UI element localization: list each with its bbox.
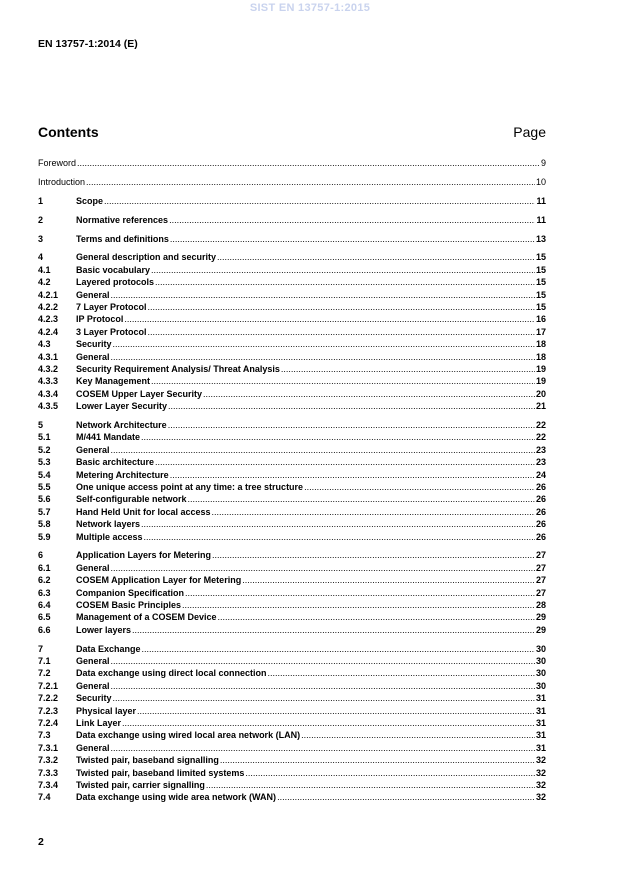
toc-entry-title: Twisted pair, baseband limited systems [76,767,245,778]
toc-entry[interactable] [38,791,546,803]
toc-entry-title: Basic architecture [76,457,155,468]
toc-dot-leader [111,680,535,692]
contents-heading: Contents [38,124,99,140]
toc-entry[interactable] [38,705,546,717]
toc-entry-page: 31 [535,705,546,716]
toc-entry-number: 5.1 [38,432,51,443]
toc-entry-page: 31 [535,693,546,704]
toc-entry-number: 5.6 [38,494,51,505]
toc-entry-page: 30 [535,680,546,691]
toc-dot-leader [132,624,535,636]
toc-entry-title: Hand Held Unit for local access [76,506,211,517]
toc-entry-page: 18 [535,351,546,362]
toc-dot-leader [203,388,535,400]
toc-entry-page: 10 [535,176,546,187]
toc-entry[interactable] [38,717,546,729]
toc-entry-title: Security [76,339,112,350]
toc-entry-number: 4.2.4 [38,326,59,337]
toc-entry-title: Lower Layer Security [76,401,168,412]
toc-entry-title: Companion Specification [76,587,185,598]
toc-dot-leader [122,717,535,729]
toc-dot-leader [151,375,535,387]
toc-dot-leader [137,705,535,717]
toc-entry-number: 6.6 [38,624,51,635]
toc-entry-page: 22 [535,432,546,443]
toc-entry-title: Data Exchange [76,643,141,654]
toc-entry-number: 7.3.2 [38,755,59,766]
toc-entry-title: M/441 Mandate [76,432,141,443]
toc-dot-leader [141,431,535,443]
toc-entry-title: Basic vocabulary [76,264,151,275]
toc-entry[interactable] [38,779,546,791]
toc-entry[interactable] [38,338,546,350]
toc-entry-title: Data exchange using wide area network (WAN) [76,792,277,803]
toc-entry-number: 7.2.1 [38,680,59,691]
toc-entry-title: Metering Architecture [76,469,169,480]
toc-entry-title: General [76,444,110,455]
toc-entry-number: 5.5 [38,481,51,492]
toc-dot-leader [86,176,535,188]
toc-entry-title: Layered protocols [76,277,155,288]
toc-entry-page: 29 [535,624,546,635]
toc-entry[interactable] [38,157,546,169]
toc-dot-leader [111,655,535,667]
toc-entry[interactable] [38,251,546,263]
toc-entry[interactable] [38,469,546,481]
toc-entry-number: 6.1 [38,562,51,573]
toc-entry[interactable] [38,742,546,754]
toc-dot-leader [151,264,535,276]
toc-entry-number: 3 [38,233,44,244]
toc-entry-page: 30 [535,643,546,654]
toc-entry[interactable] [38,599,546,611]
toc-dot-leader [148,326,535,338]
toc-entry-title: Management of a COSEM Device [76,612,217,623]
toc-dot-leader [155,456,535,468]
toc-dot-leader [113,338,535,350]
toc-entry-page: 30 [535,656,546,667]
toc-entry-number: 5.3 [38,457,51,468]
toc-entry[interactable] [38,587,546,599]
toc-entry-page: 11 [536,214,546,225]
toc-entry-number: 5.2 [38,444,51,455]
toc-dot-leader [170,233,535,245]
toc-entry-page: 19 [535,376,546,387]
toc-dot-leader [170,469,535,481]
toc-entry-number: 7.2.4 [38,718,59,729]
toc-dot-leader [277,791,535,803]
toc-entry[interactable] [38,176,546,188]
toc-entry-number: 7 [38,643,44,654]
toc-entry[interactable] [38,289,546,301]
toc-entry-page: 27 [535,587,546,598]
toc-dot-leader [268,667,535,679]
toc-dot-leader [148,301,535,313]
toc-entry-page: 15 [535,277,546,288]
toc-entry-page: 18 [535,339,546,350]
toc-entry[interactable] [38,692,546,704]
watermark: SIST EN 13757-1:2015 [249,2,371,14]
toc-entry-page: 23 [535,444,546,455]
toc-entry[interactable] [38,493,546,505]
toc-entry-page: 15 [535,252,546,263]
toc-entry-number: 4.2 [38,277,51,288]
toc-entry-page: 32 [535,767,546,778]
toc-entry[interactable] [38,264,546,276]
toc-entry-title: Application Layers for Metering [76,550,212,561]
toc-entry[interactable] [38,276,546,288]
toc-dot-leader [113,692,535,704]
toc-entry[interactable] [38,643,546,655]
toc-dot-leader [77,157,540,169]
toc-entry-number: 7.3 [38,730,51,741]
toc-entry-title: Network Architecture [76,420,167,431]
toc-dot-leader [111,444,535,456]
toc-entry-number: 6 [38,550,44,561]
toc-entry-number: 7.3.3 [38,767,59,778]
toc-entry-page: 19 [535,363,546,374]
toc-entry[interactable] [38,313,546,325]
toc-entry-title: Scope [76,195,104,206]
toc-entry-page: 27 [535,575,546,586]
toc-dot-leader [301,729,535,741]
toc-entry-title: General [76,656,110,667]
toc-entry-page: 15 [535,289,546,300]
toc-entry-page: 32 [535,779,546,790]
toc-entry-page: 22 [535,420,546,431]
toc-entry-number: 7.3.4 [38,779,59,790]
toc-entry-page: 15 [535,302,546,313]
toc-entry[interactable] [38,767,546,779]
toc-entry-number: 4.2.3 [38,314,59,325]
page-number: 2 [38,836,44,848]
toc-entry-title: Key Management [76,376,151,387]
toc-entry-page: 17 [535,326,546,337]
toc-entry-title: 7 Layer Protocol [76,302,147,313]
toc-dot-leader [212,506,535,518]
toc-dot-leader [111,289,535,301]
toc-entry-title: IP Protocol [76,314,124,325]
toc-entry-page: 31 [535,718,546,729]
toc-entry-title: COSEM Application Layer for Metering [76,575,242,586]
toc-entry-page: 26 [535,519,546,530]
toc-entry-title: 3 Layer Protocol [76,326,147,337]
toc-entry[interactable] [38,754,546,766]
toc-entry-number: 5 [38,420,44,431]
toc-entry-number: 4.3 [38,339,51,350]
toc-entry-page: 20 [535,388,546,399]
toc-entry-title: Data exchange using wired local area network (LAN) [76,730,301,741]
toc-entry[interactable] [38,233,546,245]
toc-entry-page: 29 [535,612,546,623]
toc-entry-title: Security [76,693,112,704]
toc-entry-title: Physical layer [76,705,137,716]
toc-entry-number: 7.4 [38,792,51,803]
toc-dot-leader [168,419,535,431]
toc-entry[interactable] [38,611,546,623]
toc-entry-number: 1 [38,195,44,206]
toc-entry-page: 30 [535,668,546,679]
toc-entry[interactable] [38,214,546,226]
toc-entry-page: 26 [535,494,546,505]
toc-dot-leader [212,549,535,561]
toc-entry[interactable] [38,506,546,518]
toc-entry[interactable] [38,419,546,431]
toc-entry-title: Network layers [76,519,141,530]
toc-entry-page: 24 [535,469,546,480]
toc-entry-page: 23 [535,457,546,468]
toc-entry-number: 4.3.1 [38,351,59,362]
toc-entry-title: Foreword [38,158,77,168]
document-identifier: EN 13757-1:2014 (E) [38,38,138,50]
toc-entry-number: 7.3.1 [38,742,59,753]
toc-entry[interactable] [38,400,546,412]
toc-dot-leader [218,611,535,623]
toc-entry-number: 6.3 [38,587,51,598]
toc-entry-title: Self-configurable network [76,494,187,505]
toc-entry[interactable] [38,456,546,468]
toc-entry-number: 7.1 [38,656,51,667]
toc-entry-title: General [76,562,110,573]
toc-dot-leader [217,251,535,263]
toc-dot-leader [111,562,535,574]
toc-entry-number: 5.8 [38,519,51,530]
toc-entry-page: 32 [535,792,546,803]
toc-entry-page: 31 [535,730,546,741]
toc-entry[interactable] [38,729,546,741]
toc-entry[interactable] [38,444,546,456]
toc-entry[interactable] [38,624,546,636]
toc-entry-title: General description and security [76,252,217,263]
toc-entry-page: 11 [536,195,546,206]
toc-entry-page: 28 [535,600,546,610]
toc-entry-number: 4.3.5 [38,401,59,412]
toc-entry-number: 5.4 [38,469,51,480]
toc-entry[interactable] [38,351,546,363]
toc-entry-title: One unique access point at any time: a tree structure [76,481,304,492]
toc-entry-title: Introduction [38,176,86,187]
toc-entry-page: 21 [535,401,546,412]
toc-entry[interactable] [38,655,546,667]
toc-dot-leader [182,599,535,611]
toc-entry[interactable] [38,326,546,338]
toc-dot-leader [245,767,535,779]
toc-entry-title: Twisted pair, baseband signalling [76,755,219,766]
toc-dot-leader [124,313,535,325]
toc-entry-number: 4 [38,252,44,263]
toc-entry-page: 27 [535,562,546,573]
toc-entry-number: 2 [38,214,44,225]
toc-entry[interactable] [38,375,546,387]
toc-dot-leader [220,754,535,766]
toc-dot-leader [206,779,535,791]
toc-entry-number: 4.3.2 [38,363,59,374]
toc-entry-page: 31 [535,742,546,753]
toc-dot-leader [141,518,535,530]
toc-entry-title: Lower layers [76,624,132,635]
toc-entry-page: 16 [535,314,546,325]
page-column-heading: Page [513,124,546,140]
toc-entry-page: 26 [535,481,546,492]
toc-entry-page: 32 [535,755,546,766]
toc-dot-leader [304,481,535,493]
toc-dot-leader [169,214,535,226]
toc-entry-title: Multiple access [76,531,143,542]
toc-dot-leader [142,643,535,655]
toc-dot-leader [168,400,535,412]
toc-entry-page: 26 [535,506,546,517]
toc-entry[interactable] [38,667,546,679]
toc-entry-title: Normative references [76,214,169,225]
toc-entry[interactable] [38,531,546,543]
toc-entry[interactable] [38,363,546,375]
toc-entry-number: 4.1 [38,264,51,275]
toc-entry[interactable] [38,431,546,443]
toc-entry-number: 4.2.1 [38,289,59,300]
toc-dot-leader [242,574,535,586]
toc-dot-leader [111,742,535,754]
toc-dot-leader [104,195,535,207]
toc-entry[interactable] [38,195,546,207]
toc-entry-title: General [76,680,110,691]
toc-dot-leader [281,363,535,375]
toc-entry[interactable] [38,562,546,574]
toc-entry-number: 5.9 [38,531,51,542]
toc-entry-number: 4.2.2 [38,302,59,313]
toc-entry-number: 6.5 [38,612,51,623]
toc-dot-leader [155,276,535,288]
toc-entry-number: 4.3.4 [38,388,59,399]
toc-entry-number: 6.2 [38,575,51,586]
toc-dot-leader [188,493,535,505]
toc-entry[interactable] [38,574,546,586]
toc-entry-number: 5.7 [38,506,51,517]
toc-dot-leader [144,531,535,543]
toc-entry-number: 7.2.2 [38,693,59,704]
toc-entry-title: Data exchange using direct local connection [76,668,267,679]
toc-entry-number: 7.2.3 [38,705,59,716]
toc-entry-number: 6.4 [38,600,51,610]
toc-entry[interactable] [38,388,546,400]
toc-dot-leader [111,351,535,363]
toc-entry-title: Link Layer [76,718,122,729]
toc-entry-title: COSEM Upper Layer Security [76,388,203,399]
toc-entry[interactable] [38,301,546,313]
table-of-contents [38,157,546,804]
toc-entry-title: COSEM Basic Principles [76,600,182,610]
toc-entry-page: 9 [540,158,546,168]
toc-entry-page: 15 [535,264,546,275]
toc-entry[interactable] [38,481,546,493]
toc-entry[interactable] [38,518,546,530]
toc-entry-title: General [76,289,110,300]
toc-entry-page: 13 [535,233,546,244]
toc-entry-title: General [76,742,110,753]
toc-entry[interactable] [38,549,546,561]
toc-entry-title: Twisted pair, carrier signalling [76,779,205,790]
toc-entry-page: 27 [535,550,546,561]
toc-entry[interactable] [38,680,546,692]
toc-entry-title: Security Requirement Analysis/ Threat Analysis [76,363,280,374]
toc-entry-number: 4.3.3 [38,376,59,387]
toc-entry-page: 26 [535,531,546,542]
toc-dot-leader [185,587,535,599]
toc-entry-number: 7.2 [38,668,51,679]
toc-entry-title: Terms and definitions [76,233,169,244]
toc-entry-title: General [76,351,110,362]
